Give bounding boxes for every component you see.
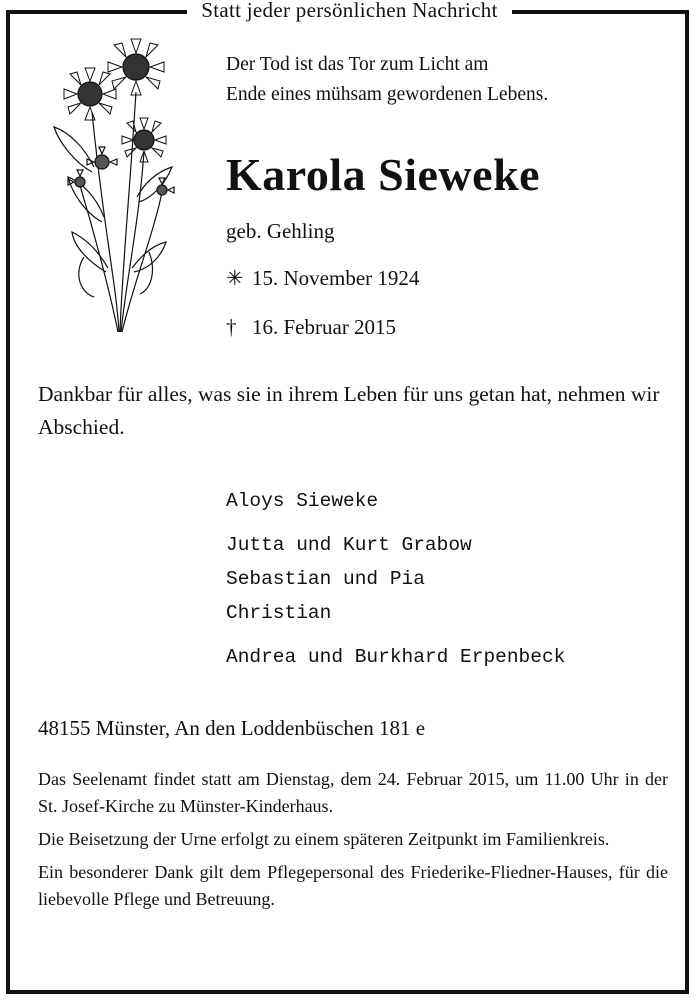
birth-date: 15. November 1924 — [252, 266, 420, 290]
family-address: 48155 Münster, An den Loddenbüschen 181 e — [38, 716, 426, 740]
service-notes — [38, 766, 668, 919]
notes-paragraph-3: Ein besonderer Dank gilt dem Pflegepersonal des Friederike-Fliedner-Hauses, für die liebevolle Pflege und Betreuung. — [38, 862, 668, 909]
deceased-name: Karola Sieweke — [226, 149, 541, 200]
notes-paragraph-1: Das Seelenamt findet statt am Dienstag, dem 24. Februar 2015, um 11.00 Uhr in der St. Josef-Kirche zu Münster-Kinderhaus. — [38, 769, 668, 816]
motto-line-1: Der Tod ist das Tor zum Licht am — [226, 54, 489, 75]
death-date: 16. Februar 2015 — [252, 315, 397, 339]
death-cross-icon: † — [226, 315, 237, 339]
birth-name: geb. Gehling — [226, 219, 335, 243]
death-line — [226, 315, 396, 340]
mourner-1: Aloys Sieweke — [226, 490, 379, 512]
mourner-5: Andrea und Burkhard Erpenbeck — [226, 646, 566, 668]
notice-header — [0, 0, 699, 22]
mourner-4: Christian — [226, 602, 332, 624]
motto-quote — [226, 50, 548, 110]
birth-line — [226, 266, 419, 291]
notes-paragraph-2: Die Beisetzung der Urne erfolgt zu einem späteren Zeitpunkt im Familienkreis. — [38, 829, 610, 849]
mourners-list — [226, 484, 565, 674]
motto-line-2: Ende eines mühsam gewordenen Lebens. — [226, 84, 549, 105]
mourner-3: Sebastian und Pia — [226, 568, 425, 590]
birth-star-icon: ✳ — [226, 266, 244, 290]
header-text: Statt jeder persönlichen Nachricht — [187, 0, 512, 22]
thanks-text: Dankbar für alles, was sie in ihrem Leben für uns getan hat, nehmen wir Abschied. — [38, 382, 660, 439]
sunflower-illustration — [44, 32, 184, 347]
mourner-2: Jutta und Kurt Grabow — [226, 534, 472, 556]
